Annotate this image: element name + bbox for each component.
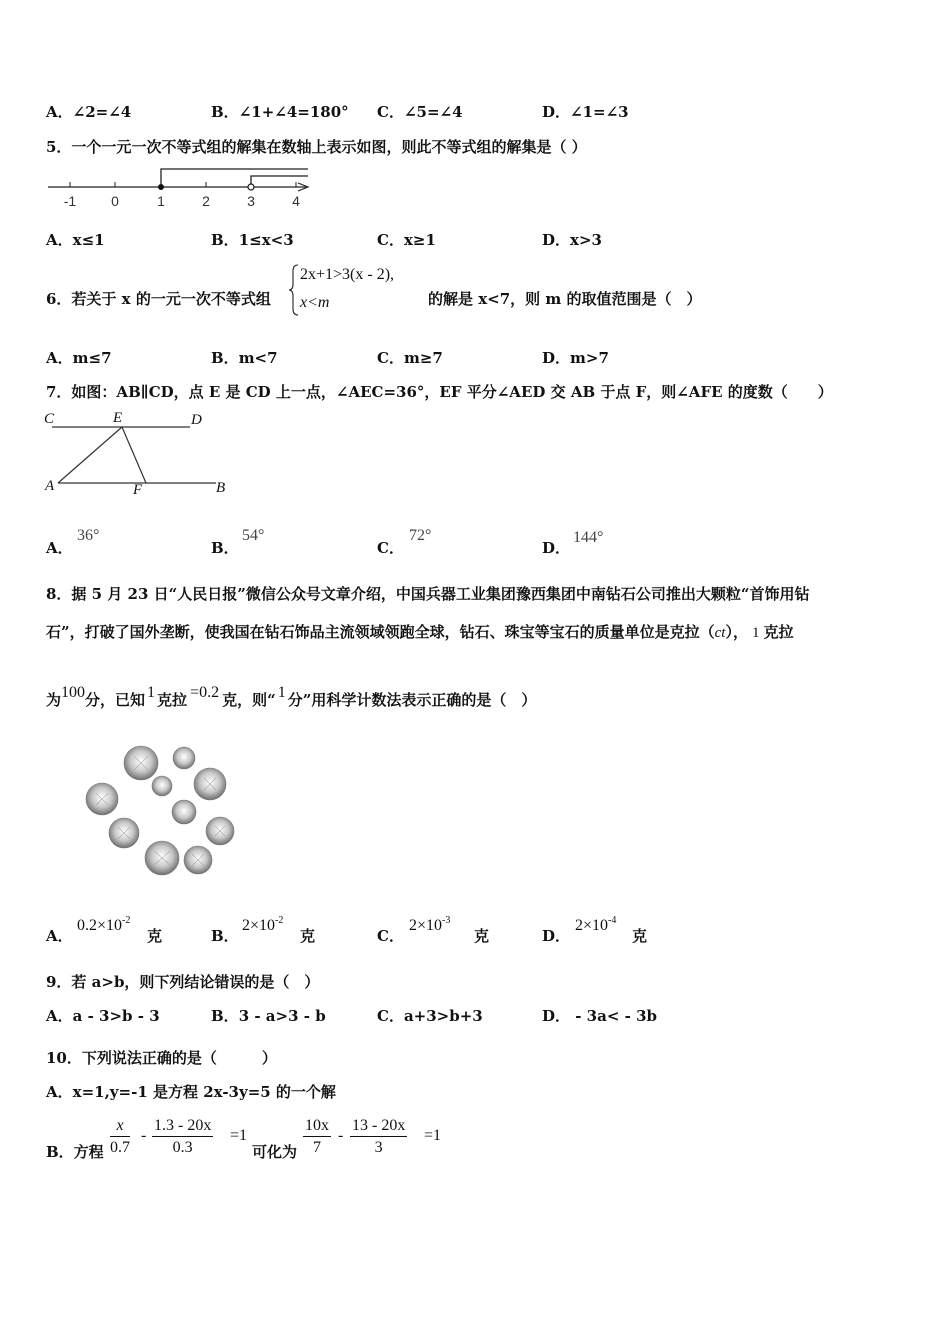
solution-bracket-1 bbox=[161, 169, 308, 187]
q8-option-c-value: $2\times 10^{-3}$ bbox=[409, 915, 451, 934]
q10-option-b-mid: 可化为 bbox=[252, 1143, 298, 1161]
q8-option-b: B． bbox=[211, 927, 239, 945]
q8-option-c-unit: 克 bbox=[474, 927, 490, 945]
fraction-x-over-0.7: $\frac{x}{0.7}$ bbox=[110, 1117, 130, 1156]
q7-option-b: B． bbox=[211, 539, 239, 557]
segment-ef bbox=[122, 427, 146, 483]
open-point-3 bbox=[248, 184, 254, 190]
label-d: D bbox=[191, 412, 202, 428]
q8-option-a-value: $0.2\times 10^{-2}$ bbox=[77, 915, 131, 934]
q9-option-c: C．a+3>b+3 bbox=[377, 1007, 483, 1025]
number-line-figure bbox=[44, 164, 324, 212]
q8-option-b-unit: 克 bbox=[300, 927, 316, 945]
q7-option-a: A． bbox=[46, 539, 73, 557]
q5-option-c: C．x≥1 bbox=[377, 231, 436, 249]
label-c: C bbox=[44, 411, 55, 427]
q7-option-c: C． bbox=[377, 539, 404, 557]
q7-option-c-value: 72° bbox=[409, 527, 432, 544]
q8-option-a-unit: 克 bbox=[147, 927, 163, 945]
diamond bbox=[172, 800, 196, 824]
q6-option-d: D．m>7 bbox=[542, 349, 609, 367]
q7-option-d: D． bbox=[542, 539, 571, 557]
q8-option-d-unit: 克 bbox=[632, 927, 648, 945]
minus-sign: - bbox=[338, 1127, 344, 1144]
diamonds-image bbox=[76, 736, 246, 886]
q7-option-d-value: 144° bbox=[573, 529, 604, 546]
q5-option-b: B．1≤x<3 bbox=[211, 231, 294, 249]
fraction-10x-over-7: $\frac{10x}{7}$ bbox=[305, 1117, 329, 1156]
q4-option-c: C．∠5=∠4 bbox=[377, 103, 463, 121]
diamond bbox=[152, 776, 172, 796]
diamond bbox=[173, 747, 195, 769]
q9-option-d: D． - 3a< - 3b bbox=[542, 1007, 658, 1025]
q4-option-a: A．∠2=∠4 bbox=[46, 103, 132, 121]
q9-stem: 9．若 a>b，则下列结论错误的是（ ） bbox=[46, 973, 320, 991]
fraction-1.3-20x-over-0.3: $\frac{1.3 - 20x}{0.3}$ bbox=[154, 1117, 212, 1156]
label-b: B bbox=[216, 480, 226, 496]
q9-option-a: A．a - 3>b - 3 bbox=[46, 1007, 160, 1025]
q8-option-d: D． bbox=[542, 927, 571, 945]
equals-one: =1 bbox=[424, 1127, 442, 1144]
q7-stem: 7．如图：AB∥CD，点 E 是 CD 上一点，∠AEC=36°，EF 平分∠AED 交 AB 于点 F，则∠AFE 的度数（ ） bbox=[46, 383, 833, 401]
q6-option-b: B．m<7 bbox=[211, 349, 278, 367]
q5-stem: 5．一个一元一次不等式组的解集在数轴上表示如图，则此不等式组的解集是（ ） bbox=[46, 138, 587, 156]
closed-point-1 bbox=[158, 184, 164, 190]
q6-stem-suffix: 的解是 x<7，则 m 的取值范围是（ ） bbox=[428, 290, 702, 308]
q8-option-b-value: $2\times 10^{-2}$ bbox=[242, 915, 284, 934]
tick-label: 3 bbox=[247, 193, 255, 209]
q8-line-1: 8．据 5 月 23 日“人民日报”微信公众号文章介绍，中国兵器工业集团豫西集团中南钻石公司推出大颗粒“首饰用钻 bbox=[46, 585, 810, 603]
label-e: E bbox=[113, 410, 123, 426]
tick-label: 0 bbox=[111, 193, 119, 209]
q10-option-a: A．x=1,y=-1 是方程 2x-3y=5 的一个解 bbox=[46, 1083, 336, 1101]
q6-stem-prefix: 6．若关于 x 的一元一次不等式组 bbox=[46, 290, 271, 308]
fraction-13-20x-over-3: $\frac{13 - 20x}{3}$ bbox=[352, 1117, 406, 1156]
q8-line-2: 石”，打破了国外垄断，使我国在钻石饰品主流领域领跑全球，钻石、珠宝等宝石的质量单位是克拉（ct）， 1 克拉 bbox=[46, 623, 794, 641]
equals-one: =1 bbox=[230, 1127, 248, 1144]
tick-label: 4 bbox=[292, 193, 300, 209]
tick-label: 1 bbox=[157, 193, 165, 209]
label-a: A bbox=[45, 478, 55, 494]
segment-ae bbox=[58, 427, 122, 483]
q8-option-c: C． bbox=[377, 927, 404, 945]
q7-option-a-value: 36° bbox=[77, 527, 100, 544]
q10-option-b-label: B．方程 bbox=[46, 1143, 104, 1161]
solution-bracket-3 bbox=[251, 176, 308, 187]
q4-option-d: D．∠1=∠3 bbox=[542, 103, 629, 121]
q8-option-d-value: $2\times 10^{-4}$ bbox=[575, 915, 617, 934]
system-brace bbox=[288, 264, 300, 316]
q7-option-b-value: 54° bbox=[242, 527, 265, 544]
parallel-lines-figure bbox=[40, 408, 240, 503]
q8-option-a: A． bbox=[46, 927, 73, 945]
q5-option-a: A．x≤1 bbox=[46, 231, 105, 249]
minus-sign: - bbox=[141, 1127, 147, 1144]
q10-stem: 10．下列说法正确的是（ ） bbox=[46, 1049, 277, 1067]
q6-option-c: C．m≥7 bbox=[377, 349, 443, 367]
q9-option-b: B．3 - a>3 - b bbox=[211, 1007, 326, 1025]
q5-option-d: D．x>3 bbox=[542, 231, 602, 249]
system-line-2: x<m bbox=[300, 294, 330, 311]
q4-option-b: B．∠1+∠4=180° bbox=[211, 103, 349, 121]
number-line-ticks bbox=[70, 182, 296, 187]
system-line-1: 2x+1>3(x - 2), bbox=[300, 266, 395, 283]
label-f: F bbox=[133, 482, 143, 498]
tick-label: -1 bbox=[63, 193, 77, 209]
tick-label: 2 bbox=[202, 193, 210, 209]
q6-option-a: A．m≤7 bbox=[46, 349, 112, 367]
q8-line-3: 为100分，已知 1 克拉 =0.2 克，则“ 1 分”用科学计数法表示正确的是（ ） bbox=[46, 684, 537, 709]
